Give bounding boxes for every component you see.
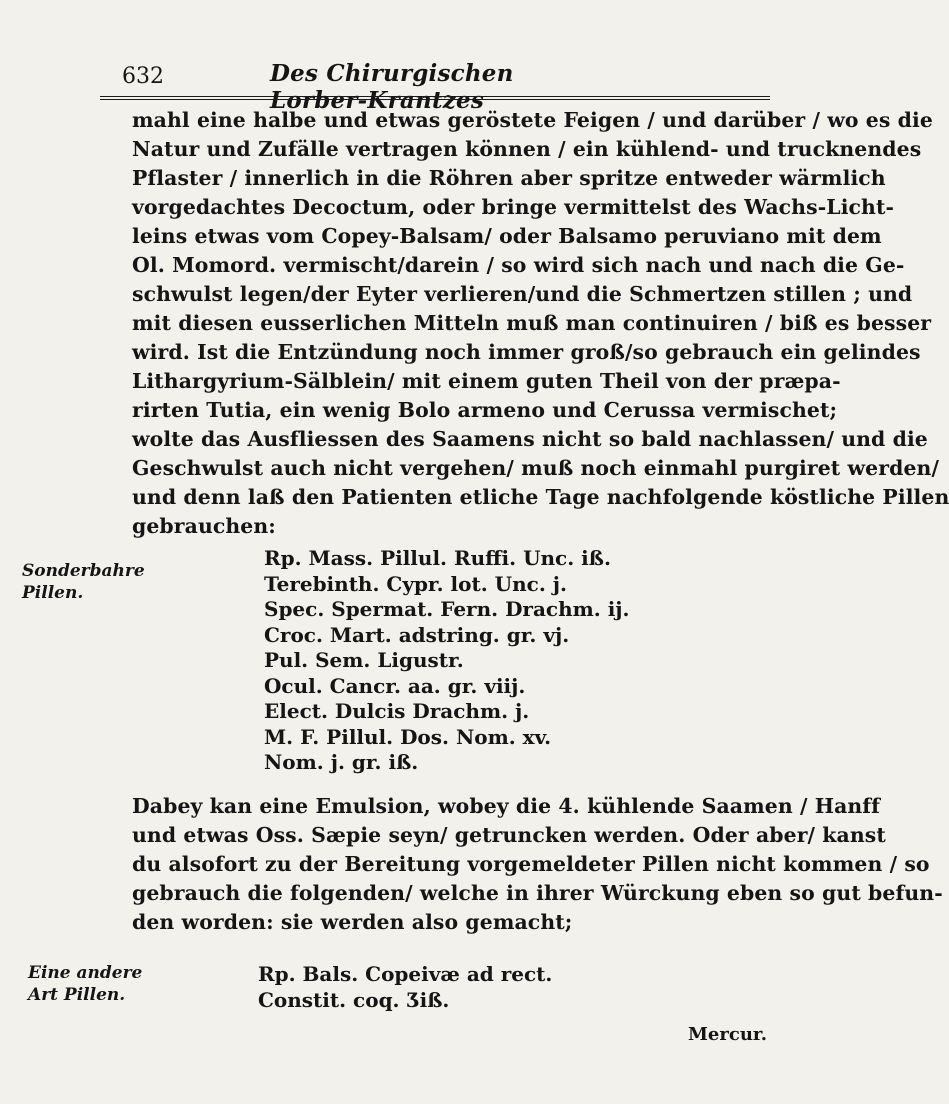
text-line: Lithargyrium-Sälblein/ mit einem guten Theil von der præpa- xyxy=(132,369,841,393)
recipe-line: Pul. Sem. Ligustr. xyxy=(264,648,464,672)
text-line: und etwas Oss. Sæpie seyn/ getruncken werden. Oder aber/ kanst xyxy=(132,823,886,847)
text-line: gebrauch die folgenden/ welche in ihrer Würckung eben so gut befun- xyxy=(132,881,943,905)
text-line: Pflaster / innerlich in die Röhren aber spritze entweder wärmlich xyxy=(132,166,886,190)
recipe-line: Spec. Spermat. Fern. Drachm. ij. xyxy=(264,597,630,621)
text-line: Ol. Momord. vermischt/darein / so wird sich nach und nach die Ge- xyxy=(132,253,905,277)
text-line: mahl eine halbe und etwas geröstete Feigen / und darüber / wo es die xyxy=(132,108,933,132)
recipe-line: Croc. Mart. adstring. gr. vj. xyxy=(264,622,570,647)
margin-note-line: Pillen. xyxy=(22,583,84,603)
recipe-line: Terebinth. Cypr. lot. Unc. j. xyxy=(264,571,567,596)
paragraph-1 xyxy=(132,106,949,541)
text-line: mit diesen eusserlichen Mitteln muß man continuiren / biß es besser xyxy=(132,311,932,335)
text-line: gebrauchen: xyxy=(132,514,276,538)
running-title: Des Chirurgischen Lorber-Krantzes xyxy=(270,60,514,114)
text-line: Natur und Zufälle vertragen können / ein kühlend- und trucknendes xyxy=(132,137,922,161)
text-line: schwulst legen/der Eyter verlieren/und die Schmertzen stillen ; und xyxy=(132,282,913,306)
text-line: und denn laß den Patienten etliche Tage nachfolgende köstliche Pillen xyxy=(132,485,949,509)
margin-note-2 xyxy=(28,962,148,1006)
paragraph-2 xyxy=(132,792,943,937)
recipe-line: Nom. j. gr. iß. xyxy=(264,750,419,774)
catchword: Mercur. xyxy=(688,1024,768,1045)
margin-note-line: Eine andere xyxy=(28,963,143,983)
recipe-2 xyxy=(258,962,578,1013)
recipe-line: Rp. Mass. Pillul. Ruffi. Unc. iß. xyxy=(264,546,611,570)
text-line: den worden: sie werden also gemacht; xyxy=(132,910,573,934)
recipe-line: M. F. Pillul. Dos. Nom. xv. xyxy=(264,724,552,749)
margin-note-line: Art Pillen. xyxy=(28,985,126,1005)
recipe-line: Elect. Dulcis Drachm. j. xyxy=(264,699,530,723)
text-line: rirten Tutia, ein wenig Bolo armeno und Cerussa vermischet; xyxy=(132,398,838,422)
text-line: du alsofort zu der Bereitung vorgemeldeter Pillen nicht kommen / so xyxy=(132,852,930,876)
margin-note-line: Sonderbahre xyxy=(22,561,145,581)
text-line: vorgedachtes Decoctum, oder bringe vermittelst des Wachs-Licht- xyxy=(132,195,895,219)
text-line: Geschwulst auch nicht vergehen/ muß noch einmahl purgiret werden/ xyxy=(132,456,939,480)
header-rule xyxy=(100,96,770,104)
recipe-line: Constit. coq. Ʒiß. xyxy=(258,987,450,1012)
text-line: leins etwas vom Copey-Balsam/ oder Balsamo peruviano mit dem xyxy=(132,224,882,248)
recipe-1 xyxy=(264,546,630,776)
margin-note-1 xyxy=(22,560,145,604)
text-line: Dabey kan eine Emulsion, wobey die 4. kühlende Saamen / Hanff xyxy=(132,794,881,818)
page-number: 632 xyxy=(122,64,164,89)
page-header xyxy=(118,58,588,114)
text-line: wird. Ist die Entzündung noch immer groß/so gebrauch ein gelindes xyxy=(132,340,921,364)
recipe-line: Ocul. Cancr. aa. gr. viij. xyxy=(264,673,526,698)
recipe-line: Rp. Bals. Copeivæ ad rect. xyxy=(258,962,553,986)
text-line: wolte das Ausfliessen des Saamens nicht so bald nachlassen/ und die xyxy=(132,427,928,451)
